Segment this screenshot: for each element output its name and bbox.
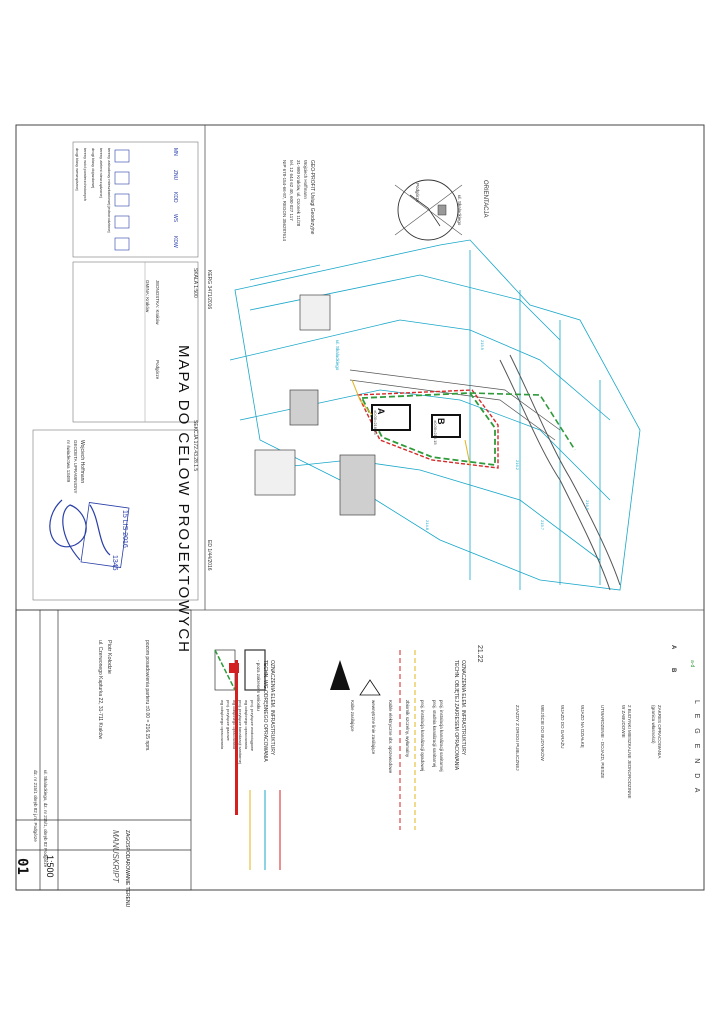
surveyor-title: GEODETA UPRAWNIONY	[73, 440, 78, 494]
surveyor-license: nr świadectwa 13489	[66, 440, 71, 483]
legend-ab-left: A	[670, 645, 676, 650]
geodesy-code: ED 1/44/2016	[206, 540, 212, 571]
infra-heading-5: - poza zakresem wniosku	[256, 660, 261, 711]
sheet-title: MAPA DO CELOW PROJEKTOWYCH	[175, 345, 192, 654]
orientation-road: ul. Skalackiego	[457, 195, 462, 226]
building-a-level: ±0.00=216.15	[373, 410, 378, 435]
zone-code-ws: WS	[172, 214, 178, 223]
zone-note-ws: tereny wód powierzchniowych	[83, 148, 88, 202]
infra-heading-1: OZNACZENIA ELEM. INFRASTRUKTURY	[460, 660, 466, 756]
infra2-item-1: proj. przyłącze wodociągowe	[250, 700, 255, 752]
stamp-number: 1345	[111, 555, 118, 571]
orientation-label: ORIENTACJA	[482, 180, 488, 218]
geo-line-4: NIP 678-154-66-87, REGON 356287614	[282, 160, 287, 241]
infra-heading-4: TECHN. WG ODRĘBNEGO OPRACOWANIA	[262, 660, 268, 762]
infra2-item-2: wg odrębnego opracowania	[244, 700, 249, 750]
building-a-label: A	[376, 408, 386, 415]
legend-item-7: WJAZD DO GARAŻU	[560, 705, 565, 749]
zone-note-znu: tereny zieleni nieurządzonej	[99, 148, 104, 198]
orientation-district: Podgórze	[415, 183, 420, 203]
geo-line-2: 31-980 Kraków, ul. Ozonek 11/28	[296, 160, 301, 227]
zone-note-kdd: drogi klasy dojazdowej	[91, 148, 96, 189]
geodesy-scale: SKALA 1:500	[192, 268, 198, 298]
zone-code-kdd: KDD	[172, 192, 178, 203]
infra2-item-3: proj. przyłącze kanalizacji sanitarnej	[238, 700, 243, 764]
street-label: ul. Skalackiego	[335, 340, 340, 371]
project-location: dz. nr 215/1 obręb 82 j.m. Podgórze	[33, 770, 38, 842]
infra2-item-6: wg odrębnego opracowania	[220, 700, 225, 750]
geo-company: GEO-PROFIT Usługi Geodezyjne	[309, 160, 315, 235]
elevation-4: 216.5	[585, 500, 590, 511]
legend-item-9: ZJAZDY Z DROGI PUBLICZNEJ	[515, 705, 520, 771]
legend-item-4: W ZABUDOWIE	[621, 705, 626, 738]
zone-code-mn: MN	[172, 148, 178, 156]
legend-ad: a-d	[689, 660, 695, 668]
legend-item-5: UTWARDZENIE - DOJAZD, PIESZE	[600, 705, 605, 779]
building-b-level: ±0.00=216.15	[433, 420, 438, 445]
infra-item-1: proj. instalacja kanalizacji sanitarnej	[439, 700, 444, 772]
zone-code-kdw: KDW	[172, 236, 178, 248]
infra-item-6: wewnętrzne linie zasilające	[371, 700, 376, 755]
building-b-label: B	[436, 418, 446, 425]
geo-line-3: tel. 12 644 62 40, 600 027 117	[289, 160, 294, 221]
legend-item-8: WEJŚCIE DO BUDYNKÓW	[540, 705, 545, 761]
geodesy-parcel: Podgórze	[155, 360, 160, 380]
stamp-date: 15 LIS 2016	[121, 510, 128, 548]
legend-item-2: (granica własności)	[651, 705, 656, 744]
legend-item-1: ZAKRES OPRACOWANIA	[657, 705, 662, 759]
author-name: Piotr Kołodzie	[106, 640, 112, 674]
infra-item-7: Kabe zasilające	[350, 700, 355, 732]
document-name: ZAGOSPODAROWANIE TERENU	[124, 830, 130, 908]
zone-note-mn: tereny zabudowy mieszkaniowej jednorodzinnej	[107, 148, 112, 233]
project-address: ul. Skalackiego, dz. nr 215/1, obręb 82 Podgórze	[43, 770, 48, 868]
legend-item-6: WJAZD NA DZIAŁKĘ	[580, 705, 585, 748]
author-address: ul. Czerwonego Kapturka 22, 31-711 Kraków	[97, 640, 103, 740]
elevation-1: 216.2	[515, 460, 520, 471]
infra-item-3: proj. instalacja kanalizacji opadowej	[420, 700, 425, 772]
elevation-2: 215.7	[540, 520, 545, 531]
legend-plot-id: 21.22	[476, 645, 483, 663]
legend-item-3: 2 BUDYNKI MIESZKALNE JEDNORODZINNE	[627, 705, 632, 799]
surveyor-name: Wojciech Hoffmann	[79, 440, 85, 484]
level-note: pozom posadowienia parteru ±0.00 = 216.15 npm.	[144, 640, 150, 752]
infra-item-2: proj. studnia kanalizacji sanitarnej	[432, 700, 437, 768]
infra2-item-5: proj. przyłącze gazowe	[226, 700, 231, 741]
zone-code-znu: ZNU	[172, 170, 178, 181]
elevation-5: 214.8	[425, 520, 430, 531]
geodesy-obr: GMINA: Kraków	[145, 280, 150, 313]
sheet-scale: 1:500	[45, 855, 55, 878]
elevation-3: 215.9	[480, 340, 485, 351]
zone-note-kdw: drogi klasy wewnętrznej	[75, 148, 80, 191]
geodesy-section: SEKCJA 172.43.28.1.5	[192, 420, 198, 472]
company-stamp: MANUSKRIPT	[111, 830, 120, 883]
geodesy-ref: KERG 3471/2016	[206, 270, 212, 310]
infra-heading-3: OZNACZENIA ELEM. INFRASTRUKTURY	[269, 660, 275, 756]
geodesy-unit: JEDNOSTKA: Kraków	[155, 280, 160, 325]
infra-item-4: zbiornik szczelny, wyłamalny	[405, 700, 410, 758]
infra-heading-2: TECHN. OBJĘTEJ ZAKRESEM OPRACOWANIA	[453, 660, 459, 771]
infra-item-5: Kable elektryczne obr. oprzewodowe	[388, 700, 393, 774]
legend-ab-right: B	[670, 668, 676, 673]
infra2-item-4: wg odrębnego opracowania	[232, 700, 237, 750]
legend-heading: L E G E N D A	[693, 700, 700, 797]
geo-line-1: Wojciech Hoffmann	[303, 160, 308, 199]
sheet-number: 01	[14, 858, 30, 875]
